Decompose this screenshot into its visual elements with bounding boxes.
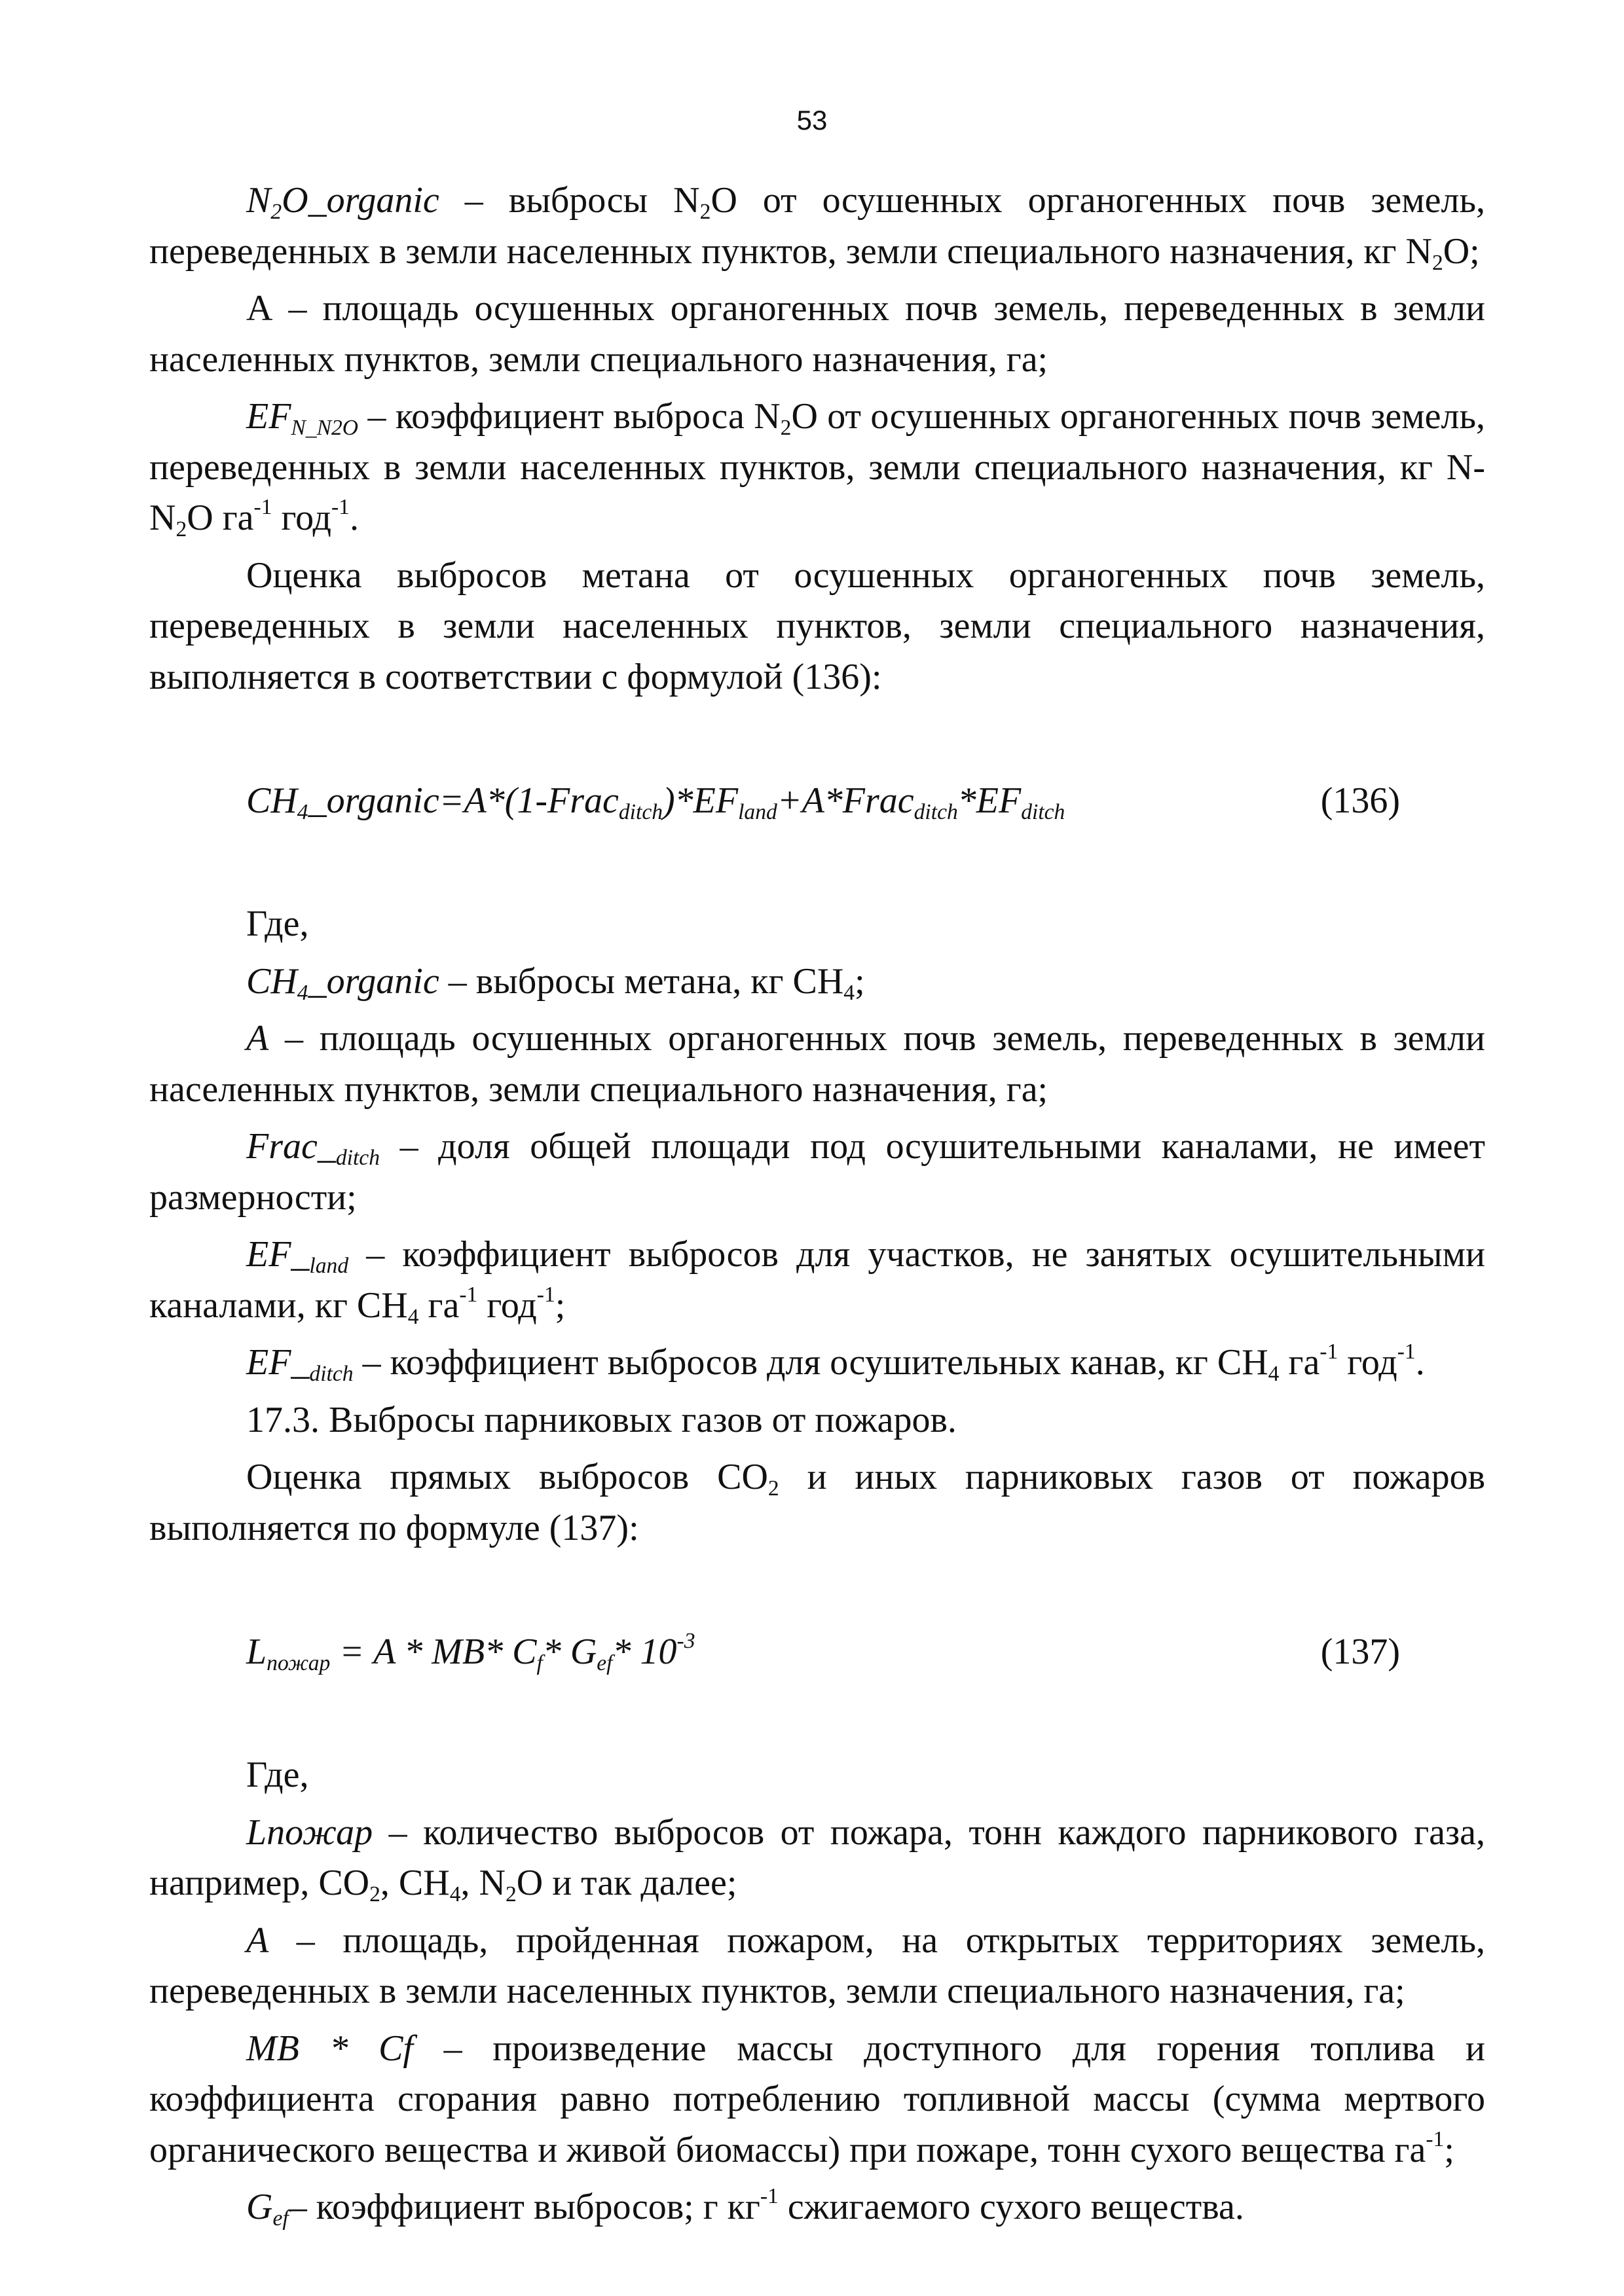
section-heading-17-3: 17.3. Выбросы парниковых газов от пожаров.: [246, 1399, 957, 1440]
formula-136-number: (136): [1320, 780, 1400, 821]
formula-136-expression: $CH_4\_organic=A*(1-Frac_{ditch})*EF_{land}+A*Frac_{ditch}*EF_{ditch}$: [246, 780, 1065, 825]
where-label-1: Где,: [246, 903, 309, 944]
where-label-2: Где,: [246, 1755, 309, 1795]
formula-137-number: (137): [1320, 1631, 1400, 1672]
document-body: [149, 175, 1485, 2240]
term-a: A: [246, 1018, 269, 1059]
term-gef: $G_{ef}$: [246, 2187, 289, 2231]
paragraph-area-a: А – площадь осушенных органогенных почв земель, переведенных в земли населенных пунктов, земли специального назначения, га;: [149, 288, 1485, 380]
page-number: 53: [796, 105, 828, 136]
paragraph-mb-cf: MB * Cf – произведение массы доступного для горения топлива и коэффициента сгорания равно потреблению топливной массы (сумма мертвого органического вещества и живой биомассы) при пожаре, тонн сухого вещества $га^{-1}$;: [149, 2028, 1485, 2170]
paragraph-gef: $G_{ef}-$ коэффициент выбросов; г $кг^{-1}$ сжигаемого сухого вещества.: [246, 2183, 1244, 2231]
paragraph-l-fire: Lпожар – количество выбросов от пожара, тонн каждого парникового газа, например, $CO_2$, $CH_4$, $N_2O$ и так далее;: [149, 1812, 1485, 1907]
paragraph-ch4-organic: $CH_4\_organic$ – выбросы метана, кг $CH_4$;: [246, 960, 865, 1005]
term-mb-cf: MB * Cf: [246, 2028, 413, 2069]
paragraph-ef-land: $EF\__{land}$ – коэффициент выбросов для участков, не занятых осушительными каналами, кг $CH_4$ $га^{-1}$ год$^{-1}$;: [149, 1234, 1485, 1329]
paragraph-ef-n2o: $EF_{N\_N2O}$ – коэффициент выброса $N_2O$ от осушенных органогенных почв земель, переведенных в земли населенных пунктов, земли специального назначения, кг $N-N_2O$ $га^{-1}$ год$^{-1}$.: [149, 396, 1485, 542]
term-ch4-organic: $CH_4\_organic$: [246, 960, 439, 1005]
paragraph-n2o-organic: $N_2O\_organic$ – выбросы $N_2O$ от осушенных органогенных почв земель, переведенных в земли населенных пунктов, земли специального назначения, кг $N_2O$;: [149, 180, 1486, 275]
paragraph-fire-estimate: Оценка прямых выбросов $CO_2$ и иных парниковых газов от пожаров выполняется по формуле (137):: [149, 1457, 1486, 1548]
paragraph-fire-area: A – площадь, пройденная пожаром, на открытых территориях земель, переведенных в земли населенных пунктов, земли специального назначения, га;: [149, 1920, 1485, 2011]
term-frac-ditch: $Frac\__{ditch}$: [246, 1126, 380, 1171]
term-a-fire: A: [246, 1920, 269, 1961]
paragraph-area-a-2: A – площадь осушенных органогенных почв земель, переведенных в земли населенных пунктов, земли специального назначения, га;: [149, 1018, 1485, 1110]
paragraph-frac-ditch: $Frac\__{ditch}$ – доля общей площади под осушительными каналами, не имеет размерности;: [149, 1126, 1485, 1218]
term-ef-n-n2o: $EF_{N\_N2O}$: [246, 396, 359, 441]
formula-137: [149, 1626, 1485, 1678]
term-l-fire: Lпожар: [246, 1812, 373, 1853]
formula-136: [149, 774, 1485, 827]
paragraph-ef-ditch: $EF\__{ditch}$ – коэффициент выбросов для осушительных канав, кг $CH_4$ $га^{-1}$ год$^{-1}$.: [246, 1339, 1425, 1387]
formula-137-expression: $L_{пожар} = A * MB*$ $C_f*$ $G_{ef}*$ $10^{-3}$: [246, 1628, 695, 1676]
term-n2o-organic: $N_2O\_organic$: [246, 180, 439, 225]
paragraph-methane-estimate: Оценка выбросов метана от осушенных органогенных почв земель, переведенных в земли населенных пунктов, земли специального назначения, выполняется в соответствии с формулой (136):: [149, 555, 1485, 697]
term-ef-land: $EF\__{land}$: [246, 1234, 349, 1279]
term-ef-ditch: $EF\__{ditch}$: [246, 1342, 354, 1387]
